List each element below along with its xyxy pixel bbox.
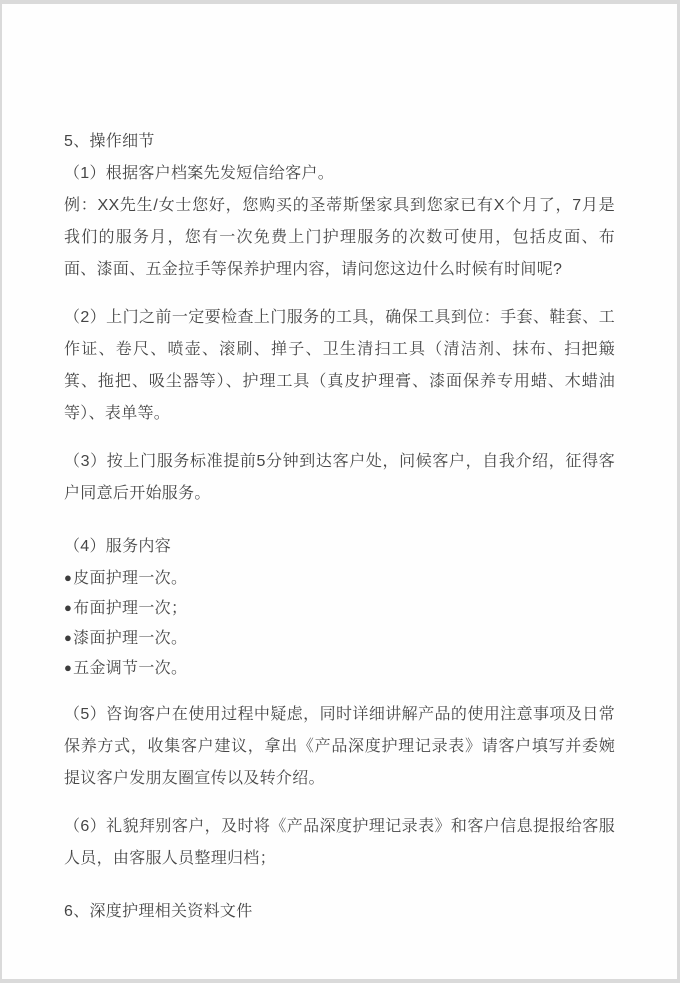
paragraph-step-1: （1）根据客户档案先发短信给客户。: [64, 165, 334, 182]
bullet-text: 布面护理一次；: [73, 600, 188, 617]
bullet-text: 五金调节一次。: [73, 660, 188, 677]
bullet-item: [64, 623, 615, 653]
bullet-item: [64, 593, 615, 623]
bullet-text: 皮面护理一次。: [73, 570, 188, 587]
bullet-icon: ●: [64, 570, 73, 585]
paragraph-step-3: （3）按上门服务标准提前5分钟到达客户处，问候客户，自我介绍，征得客户同意后开始服务。: [64, 453, 615, 502]
bullet-item: [64, 563, 615, 593]
paragraph-step-5: （5）咨询客户在使用过程中疑虑，同时详细讲解产品的使用注意事项及日常保养方式，收集客户建议，拿出《产品深度护理记录表》请客户填写并委婉提议客户发朋友圈宣传以及转介绍。: [64, 706, 615, 787]
bullet-icon: ●: [64, 600, 73, 615]
section-heading-6: 6、深度护理相关资料文件: [64, 903, 253, 920]
section-heading-5: 5、操作细节: [64, 133, 155, 150]
bullet-text: 漆面护理一次。: [73, 630, 188, 647]
bullet-item: [64, 653, 615, 683]
document-content: [2, 4, 677, 928]
bullet-icon: ●: [64, 660, 73, 675]
paragraph-step-4: （4）服务内容: [64, 538, 171, 555]
bullet-icon: ●: [64, 630, 73, 645]
paragraph-example-sms: 例：XX先生/女士您好，您购买的圣蒂斯堡家具到您家已有X个月了，7月是我们的服务月，您有一次免费上门护理服务的次数可使用，包括皮面、布面、漆面、五金拉手等保养护理内容，请问您这边什么时候有时间呢?: [64, 197, 615, 278]
paragraph-step-6: （6）礼貌拜别客户，及时将《产品深度护理记录表》和客户信息提报给客服人员，由客服人员整理归档；: [64, 818, 615, 867]
paragraph-step-2: （2）上门之前一定要检查上门服务的工具，确保工具到位：手套、鞋套、工作证、卷尺、喷壶、滚刷、掸子、卫生清扫工具（清洁剂、抹布、扫把簸箕、拖把、吸尘器等）、护理工具（真皮护理膏、漆面保养专用蜡、木蜡油等）、表单等。: [64, 309, 615, 422]
